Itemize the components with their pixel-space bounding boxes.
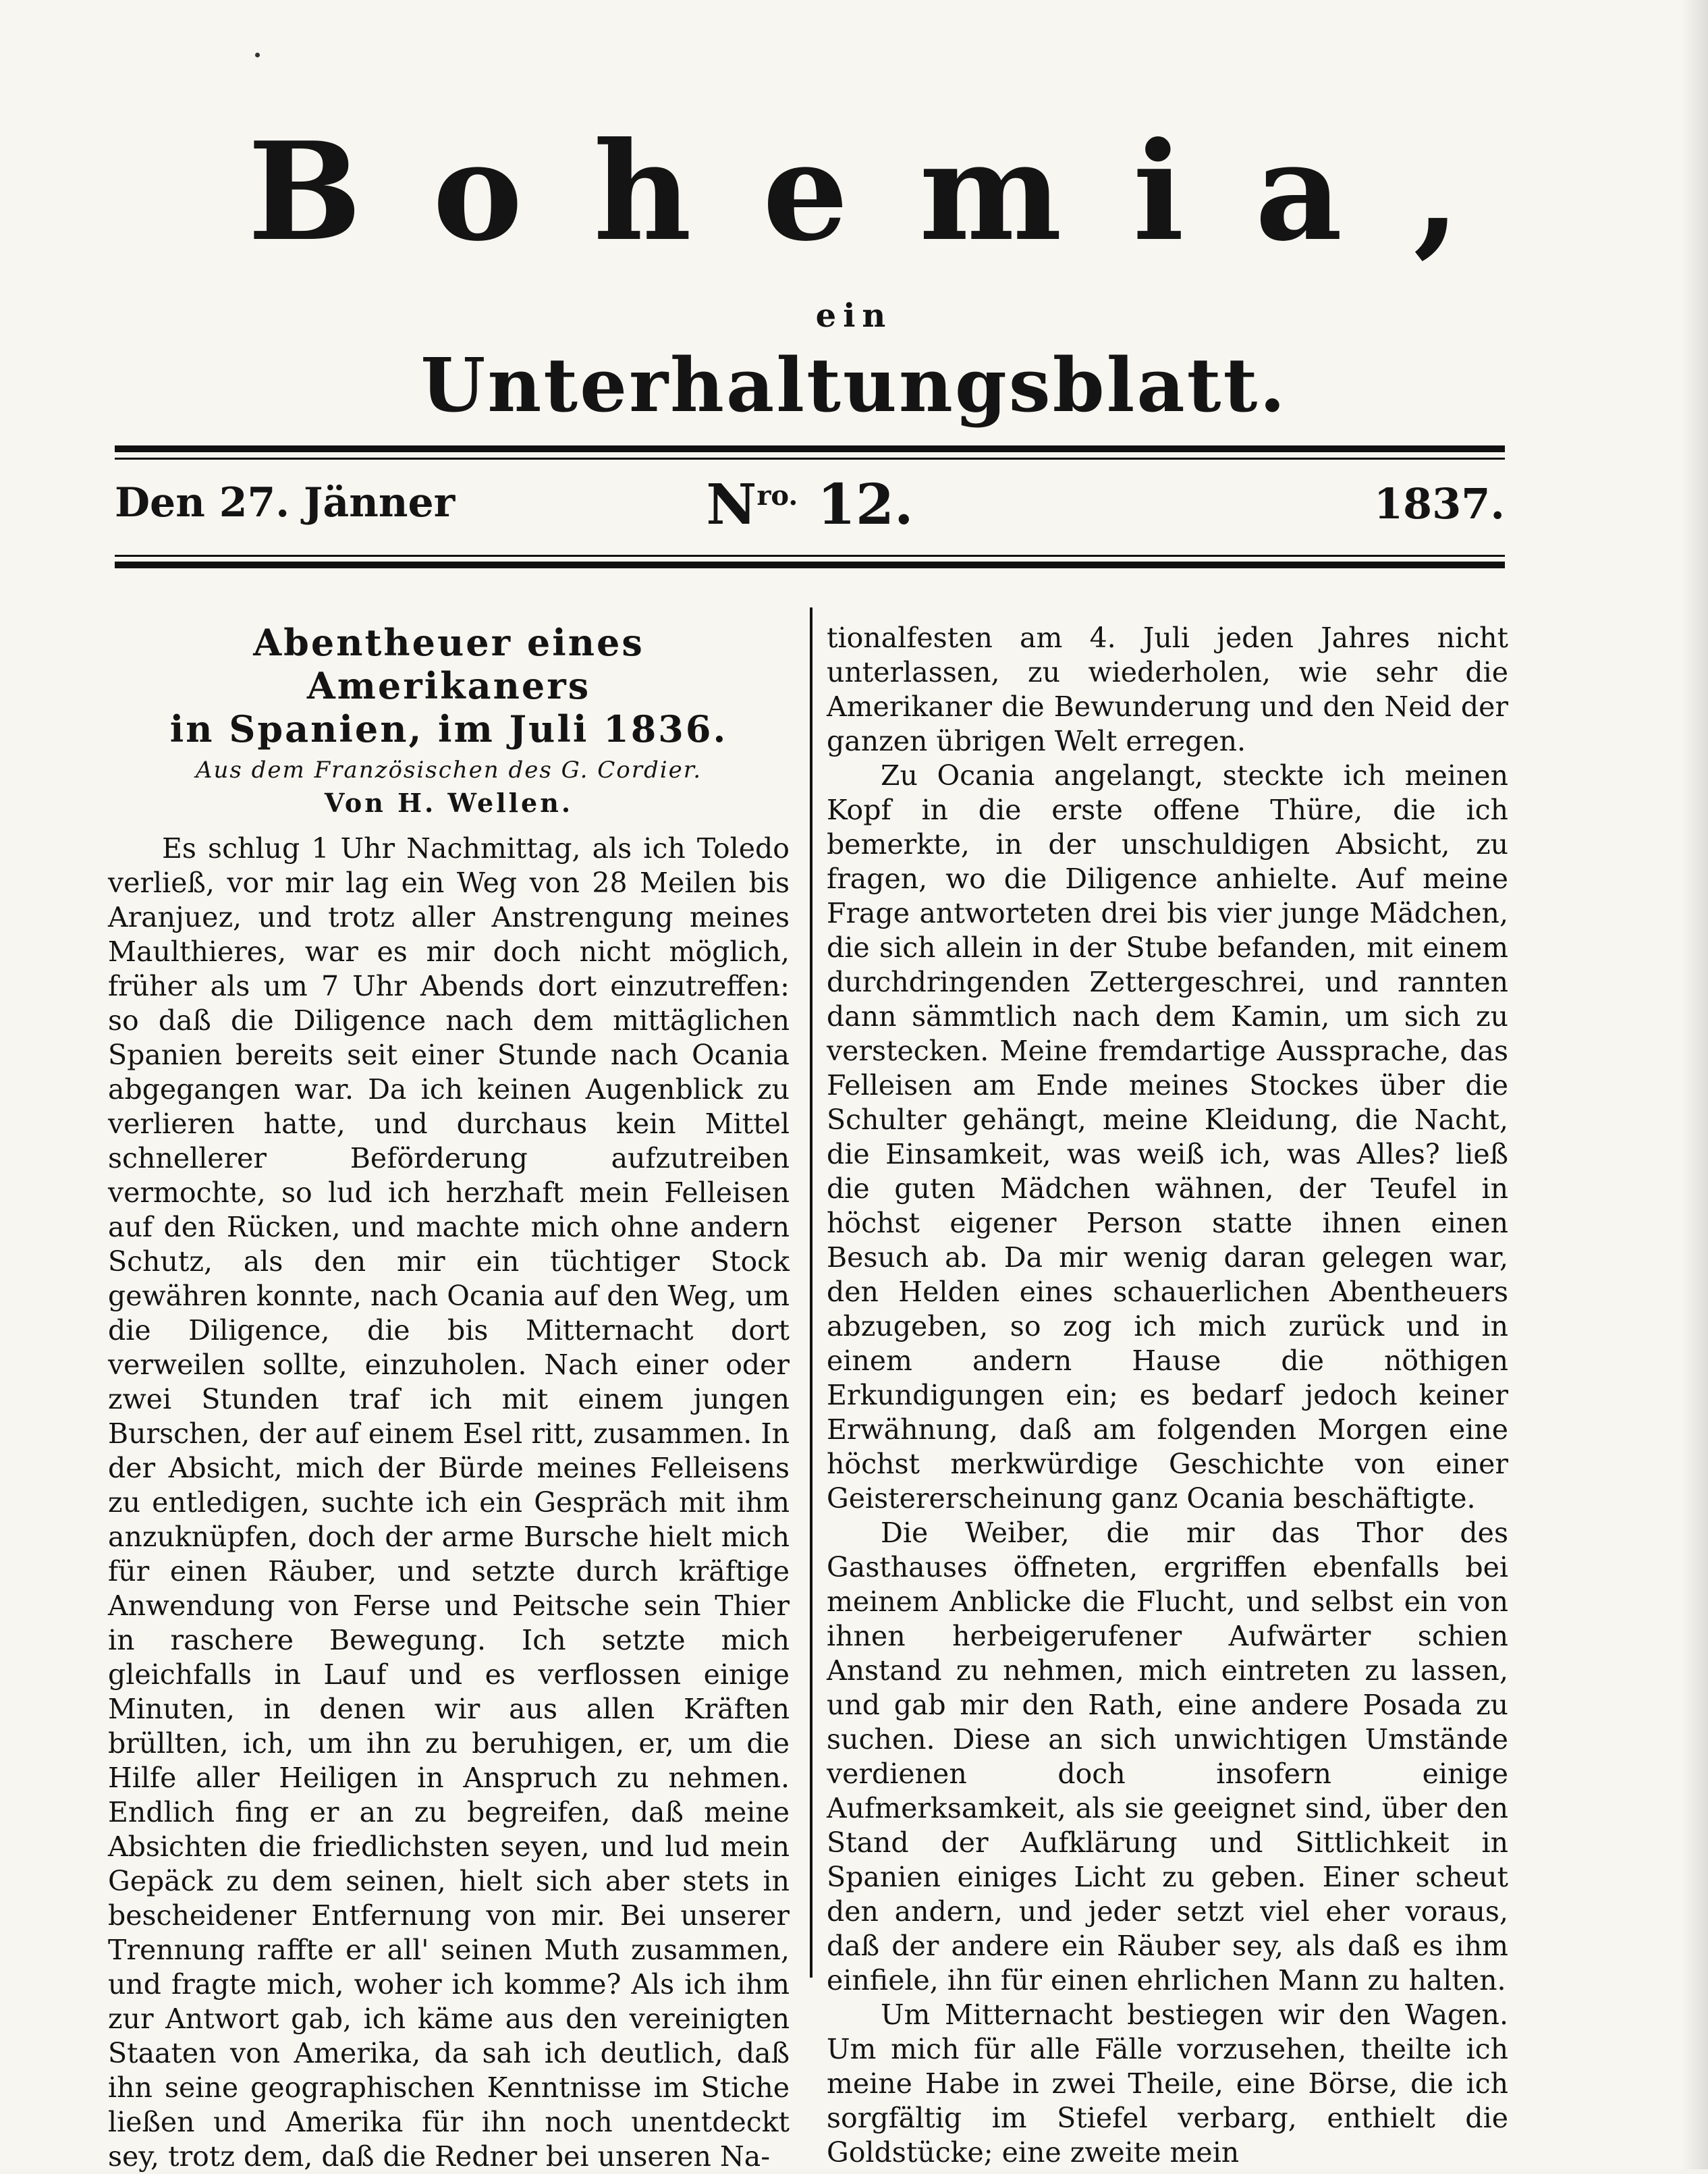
print-speck — [255, 53, 260, 57]
column-divider — [810, 607, 812, 1978]
article-author: Von H. Wellen. — [324, 788, 574, 818]
masthead-ein: ein — [815, 297, 893, 335]
newspaper-title: Bohemia, — [248, 113, 1531, 271]
article-paragraph: Es schlug 1 Uhr Nachmittag, als ich Toledo verließ, vor mir lag ein Weg von 28 Meilen bis Aranjuez, und trotz aller Anstrengung meines Maulthieres, war es mir doch nicht möglich, früher als um 7 Uhr Abends dort einzutreffen: so daß die Diligence nach dem mittäglichen Spanien bereits seit einer Stunde nach Ocania abgegangen war. Da ich keinen Augenblick zu verlieren hatte, und durchaus kein Mittel schnellerer Beförderung aufzutreiben vermochte, so lud ich herzhaft mein Felleisen auf den Rücken, und machte mich ohne andern Schutz, als den mir ein tüchtiger Stock gewähren konnte, nach Ocania auf den Weg, um die Diligence, die bis Mitternacht dort verweilen sollte, einzuholen. Nach einer oder zwei Stunden traf ich mit einem jungen Burschen, der auf einem Esel ritt, zusammen. In der Absicht, mich der Bürde meines Felleisens zu entledigen, suchte ich ein Gespräch mit ihm anzuknüpfen, doch der arme Bursche hielt mich für einen Räuber, und setzte durch kräftige Anwendung von Ferse und Peitsche sein Thier in raschere Bewegung. Ich setzte mich gleichfalls in Lauf und es verflossen einige Minuten, in denen wir aus allen Kräften brüllten, ich, um ihn zu beruhigen, er, um die Hilfe aller Heiligen in Anspruch zu nehmen. Endlich fing er an zu begreifen, daß meine Absichten die friedlichsten seyen, und lud mein Gepäck zu dem seinen, hielt sich aber stets in bescheidener Entfernung von mir. Bei unserer Trennung raffte er all' seinen Muth zusammen, und fragte mich, woher ich komme? Als ich ihm zur Antwort gab, ich käme aus den vereinigten Staaten von Amerika, da sah ich deutlich, daß ihn seine geographischen Kenntnisse im Stiche ließen und Amerika für ihn noch unentdeckt sey, trotz dem, daß die Redner bei unseren Na- — [108, 832, 790, 2173]
article-paragraph: Um Mitternacht bestiegen wir den Wagen. Um mich für alle Fälle vorzusehen, theilte ich meine Habe in zwei Theile, eine Börse, die ich sorgfältig im Stiefel verbarg, enthielt die Goldstücke; eine zweite mein — [827, 1999, 1508, 2169]
article-paragraph: Zu Ocania angelangt, steckte ich meinen Kopf in die erste offene Thüre, die ich bemerkte, in der unschuldigen Absicht, zu fragen, wo die Diligence anhielte. Auf meine Frage antworteten drei bis vier junge Mädchen, die sich allein in der Stube befanden, mit einem durchdringenden Zettergeschrei, und rannten dann sämmtlich nach dem Kamin, um sich zu verstecken. Meine fremdartige Aussprache, das Felleisen am Ende meines Stockes über die Schulter gehängt, meine Kleidung, die Nacht, die Einsamkeit, was weiß ich, was Alles? ließ die guten Mädchen wähnen, der Teufel in höchst eigener Person statte ihnen einen Besuch ab. Da mir wenig daran gelegen war, den Helden eines schauerlichen Abentheuers abzugeben, so zog ich mich zurück und in einem andern Hause die nöthigen Erkundigungen ein; es bedarf jedoch keiner Erwähnung, daß am folgenden Morgen eine höchst merkwürdige Geschichte von einer Geistererscheinung ganz Ocania beschäftigte. — [827, 759, 1508, 1515]
top-rule-thin — [115, 458, 1505, 460]
issue-prefix-sup: ro. — [756, 480, 798, 512]
left-column — [108, 621, 790, 2174]
article-paragraph: tionalfesten am 4. Juli jeden Jahres nicht unterlassen, zu wiederholen, wie sehr die Amerikaner die Bewunderung und den Neid der ganzen übrigen Welt erregen. — [827, 622, 1508, 757]
dateline — [115, 472, 1505, 547]
top-rule-thick — [115, 445, 1505, 452]
issue-number — [115, 472, 1505, 537]
article-source: Aus dem Französischen des G. Cordier. — [195, 757, 703, 784]
bottom-rule-thin — [115, 555, 1505, 557]
issue-year: 1837. — [1373, 479, 1505, 528]
issue-date: Den 27. Jänner — [115, 479, 456, 526]
issue-prefix: N — [706, 472, 757, 537]
newspaper-subtitle: Unterhaltungsblatt. — [420, 342, 1288, 429]
article-title-line1: Abentheuer eines Amerikaners — [253, 621, 644, 707]
masthead — [0, 115, 1708, 429]
article-paragraph: Die Weiber, die mir das Thor des Gasthauses öffneten, ergriffen ebenfalls bei meinem Anblicke die Flucht, und selbst ein von ihnen herbeigerufener Aufwärter schien Anstand zu nehmen, mich eintreten zu lassen, und gab mir den Rath, eine andere Posada zu suchen. Diese an sich unwichtigen Umstände verdienen doch insofern einige Aufmerksamkeit, als sie geeignet sind, über den Stand der Aufklärung und Sittlichkeit in Spanien einiges Licht zu geben. Einer scheut den andern, und jeder setzt viel eher voraus, daß der andere ein Räuber sey, als daß es ihm einfiele, ihn für einen ehrlichen Mann zu halten. — [827, 1517, 1508, 1996]
issue-number-value: 12. — [817, 472, 914, 537]
bottom-rule-thick — [115, 562, 1505, 568]
article-title-line2: in Spanien, im Juli 1836. — [169, 707, 728, 751]
article-title — [108, 621, 790, 751]
right-column — [827, 621, 1508, 2170]
